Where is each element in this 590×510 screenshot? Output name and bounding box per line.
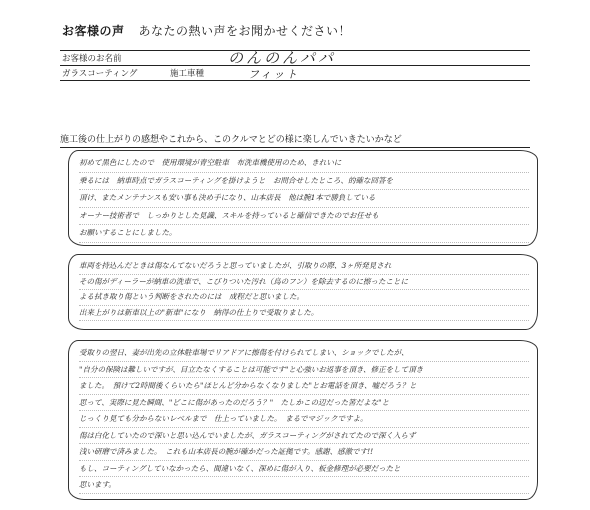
handwritten-line: 初めて黒色にしたので 使用環境が青空駐車 布洗車機使用のため、きれいに bbox=[79, 155, 529, 173]
name-label: お客様のお名前 bbox=[62, 54, 122, 64]
name-row bbox=[60, 51, 530, 66]
customer-name: のんのんパパ bbox=[228, 49, 337, 67]
handwritten-line: "自分の保険は難しいですが、目立たなくすることは可能です"と心強いお返事を頂き、修正をして頂き bbox=[79, 362, 529, 379]
service-row bbox=[60, 66, 530, 81]
handwritten-line: よる拭き取り傷という判断をされたのには 成程だと思いました。 bbox=[79, 290, 529, 306]
handwritten-line: その傷がディーラーが納車の洗車で、こびりついた汚れ（鳥のフン）を除去するのに擦ったことに bbox=[79, 275, 529, 291]
car-label: 施工車種 bbox=[170, 69, 205, 79]
handwritten-line: オーナー技術者で しっかりとした見識、スキルを持っていると確信できたのでお任せも bbox=[79, 208, 529, 226]
car-model: フィット bbox=[248, 68, 300, 81]
customer-info-table bbox=[60, 50, 530, 81]
service-label: ガラスコーティング bbox=[62, 69, 138, 79]
answer-block-3 bbox=[68, 340, 538, 500]
form-subtitle: あなたの熱い声をお聞かせください！ bbox=[138, 24, 352, 38]
handwritten-line: 浅い研磨で済みました。 これも山本店長の腕が確かだった証拠です。感謝、感激です!! bbox=[79, 444, 529, 461]
handwritten-line: 頂け、またメンテナンスも安い事も決め手になり、山本店長 他は腕1本で勝負している bbox=[79, 190, 529, 208]
handwritten-line: 車両を持込んだときは傷なんてないだろうと思っていましたが、引取りの際、3ヶ所発見され bbox=[79, 259, 529, 275]
question-prompt: 施工後の仕上がりの感想やこれから、このクルマとどの様に楽しんでいきたいかなど bbox=[60, 132, 530, 148]
handwritten-line: 思って、実際に見た瞬間、"どこに傷があったのだろう？" たしかこの辺だった筈だよな"と bbox=[79, 395, 529, 412]
handwritten-line: じっくり見ても分からないレベルまで 仕上っていました。 まるでマジックですよ。 bbox=[79, 411, 529, 428]
handwritten-line: 出来上がりは新車以上の"新車"になり 納得の仕上りで受取りました。 bbox=[79, 306, 529, 322]
handwritten-line: ました。 預けて2時間後くらいたら"ほとんど分からなくなりました"とお電話を頂き、嘘だろう？と bbox=[79, 378, 529, 395]
form-title: お客様の声 bbox=[62, 24, 125, 38]
handwritten-line: もし、コーティングしていなかったら、間違いなく、深めに傷が入り、板金修理が必要だったと bbox=[79, 461, 529, 478]
handwritten-line: お願いすることにしました。 bbox=[79, 225, 529, 243]
handwritten-line: 受取りの翌日、妻が出先の立体駐車場でリアドアに擦傷を付けられてしまい、ショックでしたが、 bbox=[79, 345, 529, 362]
handwritten-line: 思います。 bbox=[79, 477, 529, 494]
form-header bbox=[62, 22, 351, 39]
handwritten-line: 乗るには 納車時点でガラスコーティングを掛けようと お問合せしたところ、的確な回答を bbox=[79, 173, 529, 191]
answer-block-2 bbox=[68, 254, 538, 330]
handwritten-line: 傷は白化していたので深いと思い込んでいましたが、ガラスコーティングがされてたので深く入らず bbox=[79, 428, 529, 445]
answer-block-1 bbox=[68, 150, 538, 246]
